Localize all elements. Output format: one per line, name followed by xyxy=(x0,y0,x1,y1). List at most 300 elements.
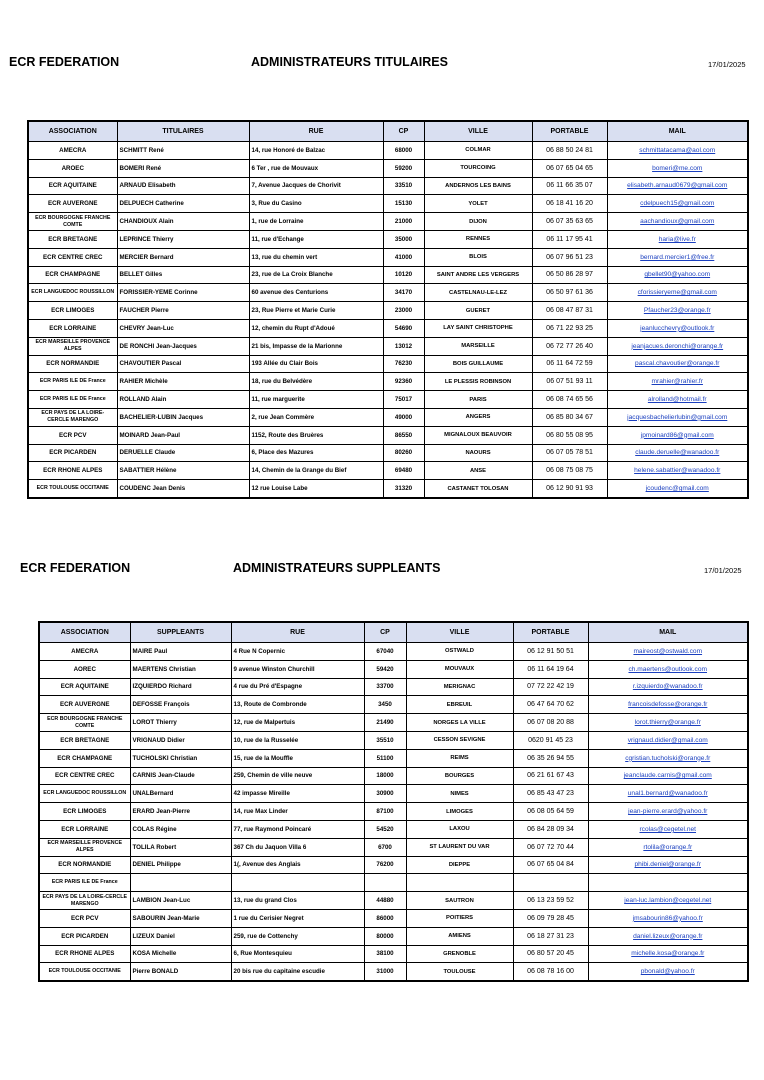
cell-rue: 367 Ch du Jaquon Villa 6 xyxy=(231,838,364,856)
cell-ville: NORGES LA VILLE xyxy=(406,714,513,732)
cell-portable xyxy=(513,874,588,892)
cell-association: ECR PAYS DE LA LOIRE-CERCLE MARENGO xyxy=(28,408,117,426)
section1-date: 17/01/2025 xyxy=(708,60,746,69)
cell-association: ECR RHONE ALPES xyxy=(28,462,117,480)
cell-ville: DIJON xyxy=(424,213,532,231)
cell-rue: 1(, Avenue des Anglais xyxy=(231,856,364,874)
cell-ville: PARIS xyxy=(424,391,532,409)
cell-association: ECR AQUITAINE xyxy=(39,678,130,696)
email-link[interactable]: cforissieryeme@gmail.com xyxy=(607,284,748,302)
cell-rue: 12, chemin du Rupt d'Adoué xyxy=(249,319,383,337)
table-row xyxy=(28,159,748,177)
section2-date: 17/01/2025 xyxy=(704,566,742,575)
cell-portable: 06 84 28 09 34 xyxy=(513,820,588,838)
cell-person: SABOURIN Jean-Marie xyxy=(130,909,231,927)
cell-person: DERUELLE Claude xyxy=(117,444,249,462)
cell-rue: 4 Rue N Copernic xyxy=(231,643,364,661)
cell-cp: 21000 xyxy=(383,213,424,231)
email-link[interactable]: haria@live.fr xyxy=(607,230,748,248)
cell-rue: 4 rue du Pré d'Espagne xyxy=(231,678,364,696)
cell-association: ECR LANGUEDOC ROUSSILLON xyxy=(39,785,130,803)
cell-portable: 06 08 75 08 75 xyxy=(532,462,607,480)
cell-portable: 06 11 66 35 07 xyxy=(532,177,607,195)
table-row xyxy=(28,195,748,213)
cell-cp: 80260 xyxy=(383,444,424,462)
email-link[interactable]: jacquesbachelierlubin@gmail.com xyxy=(607,408,748,426)
cell-person: DENIEL Philippe xyxy=(130,856,231,874)
column-header-person: TITULAIRES xyxy=(117,121,249,142)
email-link[interactable]: aachandioux@gmail.com xyxy=(607,213,748,231)
cell-ville: GUERET xyxy=(424,302,532,320)
email-link[interactable]: pascal.chavoutier@orange.fr xyxy=(607,355,748,373)
table-row xyxy=(28,266,748,284)
cell-portable: 06 08 47 87 31 xyxy=(532,302,607,320)
table-row xyxy=(39,660,748,678)
cell-portable: 06 11 17 95 41 xyxy=(532,230,607,248)
cell-cp: 59420 xyxy=(364,660,406,678)
table-row xyxy=(39,785,748,803)
cell-person: ARNAUD Elisabeth xyxy=(117,177,249,195)
cell-portable: 06 50 86 28 97 xyxy=(532,266,607,284)
cell-cp: 31000 xyxy=(364,963,406,981)
cell-ville: NIMES xyxy=(406,785,513,803)
cell-portable: 06 07 72 70 44 xyxy=(513,838,588,856)
section1-title: ADMINISTRATEURS TITULAIRES xyxy=(251,55,448,69)
cell-person: COUDENC Jean Denis xyxy=(117,480,249,498)
cell-cp: 10120 xyxy=(383,266,424,284)
column-header-mail: MAIL xyxy=(588,622,748,643)
cell-rue: 60 avenue des Centurions xyxy=(249,284,383,302)
cell-person: ERARD Jean-Pierre xyxy=(130,803,231,821)
cell-association: ECR LANGUEDOC ROUSSILLON xyxy=(28,284,117,302)
cell-association: ECR BRETAGNE xyxy=(28,230,117,248)
table-row xyxy=(28,177,748,195)
email-link[interactable]: jean-luc.lambion@cegetel.net xyxy=(588,892,748,910)
cell-ville: SAINT ANDRE LES VERGERS xyxy=(424,266,532,284)
cell-rue xyxy=(231,874,364,892)
cell-ville: POITIERS xyxy=(406,909,513,927)
table-row xyxy=(28,391,748,409)
cell-cp: 67040 xyxy=(364,643,406,661)
table-row xyxy=(39,874,748,892)
cell-rue: 14, Chemin de la Grange du Bief xyxy=(249,462,383,480)
cell-person: TUCHOLSKI Christian xyxy=(130,749,231,767)
column-header-portable: PORTABLE xyxy=(532,121,607,142)
table-row xyxy=(39,820,748,838)
cell-person: DELPUECH Catherine xyxy=(117,195,249,213)
cell-association: ECR AUVERGNE xyxy=(28,195,117,213)
cell-association: AMECRA xyxy=(28,142,117,160)
cell-portable: 06 47 64 70 62 xyxy=(513,696,588,714)
column-header-ville: VILLE xyxy=(424,121,532,142)
cell-person xyxy=(130,874,231,892)
cell-ville: LIMOGES xyxy=(406,803,513,821)
table-row xyxy=(28,319,748,337)
cell-portable: 06 71 22 93 25 xyxy=(532,319,607,337)
column-header-cp: CP xyxy=(383,121,424,142)
cell-ville: BOIS GUILLAUME xyxy=(424,355,532,373)
cell-association: ECR LIMOGES xyxy=(28,302,117,320)
cell-person: LEPRINCE Thierry xyxy=(117,230,249,248)
table-row xyxy=(39,909,748,927)
column-header-rue: RUE xyxy=(249,121,383,142)
cell-rue: 18, rue du Belvédère xyxy=(249,373,383,391)
cell-rue: 12 rue Louise Labe xyxy=(249,480,383,498)
cell-ville: ANGERS xyxy=(424,408,532,426)
table-row xyxy=(39,767,748,785)
email-link[interactable]: gbellet90@yahoo.com xyxy=(607,266,748,284)
cell-cp: 76230 xyxy=(383,355,424,373)
email-link[interactable]: cdelpuech15@gmail.com xyxy=(607,195,748,213)
cell-ville: REIMS xyxy=(406,749,513,767)
cell-portable: 06 13 23 59 52 xyxy=(513,892,588,910)
email-link[interactable]: jeanjacues.deronchi@orange.fr xyxy=(607,337,748,355)
cell-person: FAUCHER Pierre xyxy=(117,302,249,320)
email-link[interactable]: jeanlucchevry@outlook.fr xyxy=(607,319,748,337)
cell-person: LOROT Thierry xyxy=(130,714,231,732)
cell-association: ECR MARSEILLE PROVENCE ALPES xyxy=(28,337,117,355)
email-link[interactable]: jean-pierre.erard@yahoo.fr xyxy=(588,803,748,821)
cell-portable: 06 08 78 16 00 xyxy=(513,963,588,981)
section2-title: ADMINISTRATEURS SUPPLEANTS xyxy=(233,561,441,575)
column-header-association: ASSOCIATION xyxy=(28,121,117,142)
cell-ville: TOULOUSE xyxy=(406,963,513,981)
cell-association: ECR RHONE ALPES xyxy=(39,945,130,963)
cell-cp: 68000 xyxy=(383,142,424,160)
cell-association: ECR PARIS ILE DE France xyxy=(39,874,130,892)
email-link[interactable]: r.izquierdo@wanadoo.fr xyxy=(588,678,748,696)
email-link[interactable]: rcolas@cegetel.net xyxy=(588,820,748,838)
cell-cp: 54690 xyxy=(383,319,424,337)
cell-ville: OSTWALD xyxy=(406,643,513,661)
cell-cp: 69480 xyxy=(383,462,424,480)
table-row xyxy=(39,714,748,732)
cell-portable: 06 12 90 91 93 xyxy=(532,480,607,498)
cell-portable: 06 88 50 24 81 xyxy=(532,142,607,160)
email-link[interactable]: pbonald@yahoo.fr xyxy=(588,963,748,981)
cell-person: MAIRE Paul xyxy=(130,643,231,661)
email-link[interactable]: schmittatacama@aol.com xyxy=(607,142,748,160)
cell-rue: 6, Rue Montesquieu xyxy=(231,945,364,963)
table-row xyxy=(39,678,748,696)
table-row xyxy=(28,355,748,373)
cell-portable: 06 08 05 64 59 xyxy=(513,803,588,821)
cell-rue: 21 bis, Impasse de la Marionne xyxy=(249,337,383,355)
cell-ville: LAXOU xyxy=(406,820,513,838)
cell-cp: 34170 xyxy=(383,284,424,302)
cell-person: UNALBernard xyxy=(130,785,231,803)
cell-ville: BOURGES xyxy=(406,767,513,785)
cell-cp xyxy=(364,874,406,892)
cell-ville: GRENOBLE xyxy=(406,945,513,963)
cell-person: MERCIER Bernard xyxy=(117,248,249,266)
cell-person: MAERTENS Christian xyxy=(130,660,231,678)
cell-association: ECR PCV xyxy=(28,426,117,444)
email-link[interactable]: rtolila@orange.fr xyxy=(588,838,748,856)
cell-ville: NAOURS xyxy=(424,444,532,462)
email-link[interactable]: phibi.deniel@orange.fr xyxy=(588,856,748,874)
cell-association: ECR PICARDEN xyxy=(28,444,117,462)
cell-portable: 06 12 91 50 51 xyxy=(513,643,588,661)
email-link[interactable]: lorot.thierry@orange.fr xyxy=(588,714,748,732)
cell-ville: ANSE xyxy=(424,462,532,480)
email-link[interactable]: claude.deruelle@wanadoo.fr xyxy=(607,444,748,462)
cell-cp: 51100 xyxy=(364,749,406,767)
table-row xyxy=(39,963,748,981)
cell-association: ECR CHAMPAGNE xyxy=(28,266,117,284)
cell-person: MOINARD Jean-Paul xyxy=(117,426,249,444)
cell-cp: 33510 xyxy=(383,177,424,195)
cell-ville: CASTANET TOLOSAN xyxy=(424,480,532,498)
cell-rue: 13, rue du grand Clos xyxy=(231,892,364,910)
cell-rue: 13, rue du chemin vert xyxy=(249,248,383,266)
cell-association: AROEC xyxy=(28,159,117,177)
cell-person: CHAVOUTIER Pascal xyxy=(117,355,249,373)
cell-portable: 06 85 43 47 23 xyxy=(513,785,588,803)
table-row xyxy=(28,213,748,231)
email-link[interactable]: mrahier@rahier.fr xyxy=(607,373,748,391)
column-header-person: SUPPLEANTS xyxy=(130,622,231,643)
cell-portable: 06 80 57 20 45 xyxy=(513,945,588,963)
cell-rue: 13, Route de Combronde xyxy=(231,696,364,714)
cell-portable: 06 07 08 20 88 xyxy=(513,714,588,732)
cell-rue: 11, rue d'Echange xyxy=(249,230,383,248)
table-row xyxy=(28,142,748,160)
email-link[interactable]: unal1.bernard@wanadoo.fr xyxy=(588,785,748,803)
cell-cp: 86550 xyxy=(383,426,424,444)
column-header-cp: CP xyxy=(364,622,406,643)
cell-person: COLAS Régine xyxy=(130,820,231,838)
table-row xyxy=(39,927,748,945)
cell-rue: 193 Allée du Clair Bois xyxy=(249,355,383,373)
table-row xyxy=(28,337,748,355)
cell-portable: 06 07 05 78 51 xyxy=(532,444,607,462)
cell-rue: 2, rue Jean Commère xyxy=(249,408,383,426)
cell-association: ECR BRETAGNE xyxy=(39,731,130,749)
cell-association: ECR MARSEILLE PROVENCE ALPES xyxy=(39,838,130,856)
cell-portable: 06 11 64 19 64 xyxy=(513,660,588,678)
cell-portable: 07 72 22 42 19 xyxy=(513,678,588,696)
table-row xyxy=(28,426,748,444)
email-link[interactable]: francoisdefosse@orange.fr xyxy=(588,696,748,714)
cell-person: CHANDIOUX Alain xyxy=(117,213,249,231)
cell-ville: MARSEILLE xyxy=(424,337,532,355)
cell-cp: 13012 xyxy=(383,337,424,355)
email-link[interactable]: Pfaucher23@orange.fr xyxy=(607,302,748,320)
cell-person: KOSA Michelle xyxy=(130,945,231,963)
cell-association: ECR AQUITAINE xyxy=(28,177,117,195)
cell-association: AMECRA xyxy=(39,643,130,661)
cell-cp: 44880 xyxy=(364,892,406,910)
cell-association: ECR LORRAINE xyxy=(39,820,130,838)
cell-portable: 06 08 74 65 56 xyxy=(532,391,607,409)
email-link[interactable]: jeanclaude.carnis@gmail.com xyxy=(588,767,748,785)
table-row xyxy=(39,643,748,661)
cell-portable: 06 07 96 51 23 xyxy=(532,248,607,266)
cell-portable: 06 35 26 94 55 xyxy=(513,749,588,767)
cell-ville: EBREUIL xyxy=(406,696,513,714)
cell-ville: BLOIS xyxy=(424,248,532,266)
cell-ville: MERIGNAC xyxy=(406,678,513,696)
table-row xyxy=(28,444,748,462)
table-row xyxy=(39,838,748,856)
cell-rue: 20 bis rue du capitaine escudie xyxy=(231,963,364,981)
cell-cp: 76200 xyxy=(364,856,406,874)
cell-portable: 06 07 65 04 65 xyxy=(532,159,607,177)
cell-person: RAHIER Michèle xyxy=(117,373,249,391)
cell-portable: 06 21 61 67 43 xyxy=(513,767,588,785)
cell-cp: 86000 xyxy=(364,909,406,927)
cell-person: BELLET Gilles xyxy=(117,266,249,284)
cell-cp: 18000 xyxy=(364,767,406,785)
table-row xyxy=(39,945,748,963)
cell-association: ECR PAYS DE LA LOIRE-CERCLE MARENGO xyxy=(39,892,130,910)
cell-ville: MIGNALOUX BEAUVOIR xyxy=(424,426,532,444)
email-link[interactable]: bernard.mercier1@free.fr xyxy=(607,248,748,266)
cell-rue: 14, rue Max Linder xyxy=(231,803,364,821)
email-link xyxy=(588,874,748,892)
email-link[interactable]: maireost@ostwald.com xyxy=(588,643,748,661)
cell-rue: 1 rue du Cerisier Negret xyxy=(231,909,364,927)
email-link[interactable]: vrignaud.didier@gmail.com xyxy=(588,731,748,749)
cell-person: LIZEUX Daniel xyxy=(130,927,231,945)
cell-cp: 6700 xyxy=(364,838,406,856)
email-link[interactable]: jcoudenc@gmail.com xyxy=(607,480,748,498)
column-header-portable: PORTABLE xyxy=(513,622,588,643)
cell-ville: CASTELNAU-LE-LEZ xyxy=(424,284,532,302)
cell-person: DEFOSSE François xyxy=(130,696,231,714)
table-row xyxy=(28,462,748,480)
table-row xyxy=(39,856,748,874)
cell-association: ECR PARIS ILE DE France xyxy=(28,373,117,391)
titulaires-table xyxy=(27,120,749,499)
table-row xyxy=(28,373,748,391)
cell-cp: 92360 xyxy=(383,373,424,391)
cell-cp: 3450 xyxy=(364,696,406,714)
cell-rue: 11, rue marguerite xyxy=(249,391,383,409)
cell-association: ECR NORMANDIE xyxy=(39,856,130,874)
email-link[interactable]: jmsabourin86@yahoo.fr xyxy=(588,909,748,927)
cell-rue: 9 avenue Winston Churchill xyxy=(231,660,364,678)
cell-cp: 15130 xyxy=(383,195,424,213)
email-link[interactable]: elisabeth.arnaud0679@gmail.com xyxy=(607,177,748,195)
table-row xyxy=(39,731,748,749)
cell-association: ECR NORMANDIE xyxy=(28,355,117,373)
cell-association: ECR TOULOUSE OCCITANIE xyxy=(28,480,117,498)
cell-association: ECR BOURGOGNE FRANCHE COMTE xyxy=(28,213,117,231)
section2-org: ECR FEDERATION xyxy=(20,561,131,575)
table-row xyxy=(28,480,748,498)
cell-person: DE RONCHI Jean-Jacques xyxy=(117,337,249,355)
cell-rue: 15, rue de la Mouffle xyxy=(231,749,364,767)
cell-ville: COLMAR xyxy=(424,142,532,160)
cell-portable: 0620 91 45 23 xyxy=(513,731,588,749)
cell-ville: ANDERNOS LES BAINS xyxy=(424,177,532,195)
cell-ville xyxy=(406,874,513,892)
cell-ville: LAY SAINT CHRISTOPHE xyxy=(424,319,532,337)
cell-person: SCHMITT René xyxy=(117,142,249,160)
email-link[interactable]: bomeri@me.com xyxy=(607,159,748,177)
table-row xyxy=(39,749,748,767)
cell-rue: 6, Place des Mazures xyxy=(249,444,383,462)
cell-rue: 77, rue Raymond Poincaré xyxy=(231,820,364,838)
cell-association: ECR CHAMPAGNE xyxy=(39,749,130,767)
cell-association: ECR PICARDEN xyxy=(39,927,130,945)
cell-person: FORISSIER-YEME Corinne xyxy=(117,284,249,302)
email-link[interactable]: jpmoinard86@gmail.com xyxy=(607,426,748,444)
cell-ville: MOUVAUX xyxy=(406,660,513,678)
email-link[interactable]: daniel.lizeux@orange.fr xyxy=(588,927,748,945)
email-link[interactable]: cgristian.tucholski@orange.fr xyxy=(588,749,748,767)
cell-portable: 06 85 80 34 67 xyxy=(532,408,607,426)
cell-cp: 59200 xyxy=(383,159,424,177)
cell-association: ECR BOURGOGNE FRANCHE COMTE xyxy=(39,714,130,732)
cell-person: CHEVRY Jean-Luc xyxy=(117,319,249,337)
cell-ville: SAUTRON xyxy=(406,892,513,910)
table-row xyxy=(39,803,748,821)
cell-person: LAMBION Jean-Luc xyxy=(130,892,231,910)
table-row xyxy=(39,696,748,714)
cell-cp: 38100 xyxy=(364,945,406,963)
cell-association: AOREC xyxy=(39,660,130,678)
cell-rue: 1152, Route des Bruères xyxy=(249,426,383,444)
cell-cp: 35000 xyxy=(383,230,424,248)
column-header-association: ASSOCIATION xyxy=(39,622,130,643)
cell-cp: 54520 xyxy=(364,820,406,838)
cell-portable: 06 18 27 31 23 xyxy=(513,927,588,945)
cell-association: ECR CENTRE CREC xyxy=(28,248,117,266)
email-link[interactable]: helene.sabattier@wanadoo.fr xyxy=(607,462,748,480)
cell-cp: 87100 xyxy=(364,803,406,821)
email-link[interactable]: alrolland@hotmail.fr xyxy=(607,391,748,409)
cell-association: ECR TOULOUSE OCCITANIE xyxy=(39,963,130,981)
cell-person: IZQUIERDO Richard xyxy=(130,678,231,696)
cell-portable: 06 72 77 26 40 xyxy=(532,337,607,355)
cell-person: ROLLAND Alain xyxy=(117,391,249,409)
cell-cp: 31320 xyxy=(383,480,424,498)
cell-ville: DIEPPE xyxy=(406,856,513,874)
cell-person: VRIGNAUD Didier xyxy=(130,731,231,749)
cell-ville: RENNES xyxy=(424,230,532,248)
cell-rue: 23, Rue Pierre et Marie Curie xyxy=(249,302,383,320)
suppleants-table xyxy=(38,621,749,982)
cell-person: CARNIS Jean-Claude xyxy=(130,767,231,785)
cell-ville: LE PLESSIS ROBINSON xyxy=(424,373,532,391)
cell-association: ECR AUVERGNE xyxy=(39,696,130,714)
email-link[interactable]: michelle.kosa@orange.fr xyxy=(588,945,748,963)
cell-rue: 10, rue de la Russelée xyxy=(231,731,364,749)
cell-cp: 35510 xyxy=(364,731,406,749)
cell-person: Pierre BONALD xyxy=(130,963,231,981)
cell-cp: 23000 xyxy=(383,302,424,320)
cell-cp: 49000 xyxy=(383,408,424,426)
cell-cp: 75017 xyxy=(383,391,424,409)
cell-portable: 06 09 79 28 45 xyxy=(513,909,588,927)
cell-rue: 3, Rue du Casino xyxy=(249,195,383,213)
column-header-rue: RUE xyxy=(231,622,364,643)
column-header-ville: VILLE xyxy=(406,622,513,643)
table-row xyxy=(28,284,748,302)
cell-rue: 42 impasse Mireille xyxy=(231,785,364,803)
cell-ville: CESSON SEVIGNE xyxy=(406,731,513,749)
cell-association: ECR PARIS ILE DE France xyxy=(28,391,117,409)
cell-rue: 1, rue de Lorraine xyxy=(249,213,383,231)
cell-portable: 06 80 55 08 95 xyxy=(532,426,607,444)
cell-portable: 06 07 65 04 84 xyxy=(513,856,588,874)
cell-association: ECR LIMOGES xyxy=(39,803,130,821)
cell-association: ECR PCV xyxy=(39,909,130,927)
email-link[interactable]: ch.maertens@outlook.com xyxy=(588,660,748,678)
